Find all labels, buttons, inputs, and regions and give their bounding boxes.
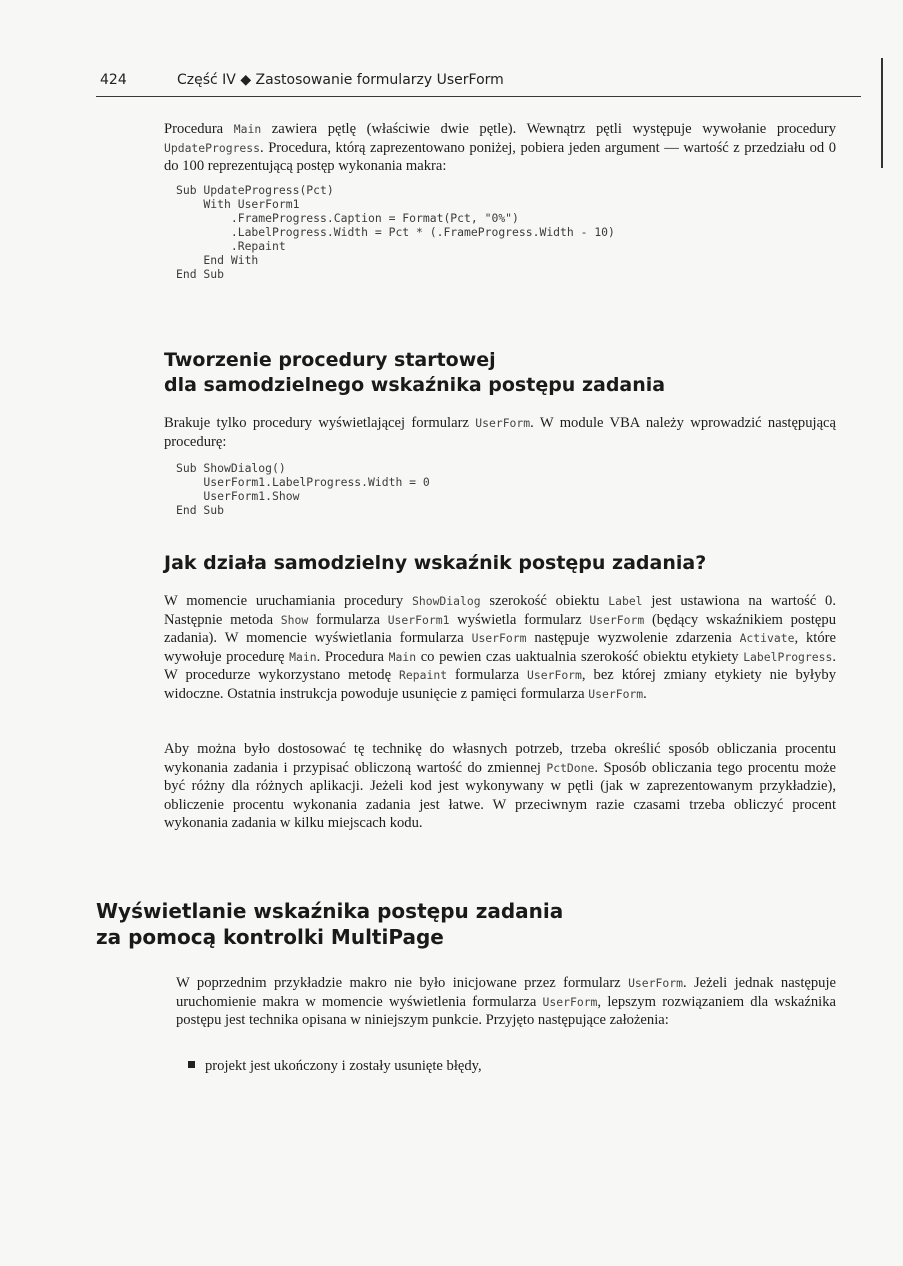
paragraph-intro: Procedura Main zawiera pętlę (właściwie dwie pętle). Wewnątrz pętli występuje wywołanie procedury UpdateProgress. Procedura, którą zaprezentowano poniżej, pobiera jeden argument — wartość z przedziału od 0 do 100 reprezentującą postęp wykonania makra:	[164, 121, 836, 175]
code-show-dialog: Sub ShowDialog() UserForm1.LabelProgress.Width = 0 UserForm1.Show End Sub	[176, 461, 430, 517]
list-item: projekt jest ukończony i zostały usunięte błędy,	[188, 1057, 828, 1076]
section-heading-how-it-works: Jak działa samodzielny wskaźnik postępu zadania?	[164, 552, 707, 574]
margin-bar	[881, 58, 883, 168]
section-heading-multipage: Wyświetlanie wskaźnika postępu zadania za pomocą kontrolki MultiPage	[96, 899, 564, 949]
bullet-square-icon	[188, 1061, 195, 1068]
paragraph-startup: Brakuje tylko procedury wyświetlającej formularz UserForm. W module VBA należy wprowadzić następującą procedurę:	[164, 415, 836, 450]
running-header	[96, 62, 861, 97]
paragraph-adaptation: Aby można było dostosować tę technikę do własnych potrzeb, trzeba określić sposób obliczania procentu wykonania zadania i przypisać obliczoną wartość do zmiennej PctDone. Sposób obliczania tego procentu może być różny dla różnych aplikacji. Jeżeli kod jest wykonywany w pętli (jak w zaprezentowanym przykładzie), obliczenie procentu wykonania zadania jest łatwe. W przeciwnym razie czasami trzeba obliczyć procent wykonania zadania w kilku miejscach kodu.	[164, 741, 837, 832]
running-title: Część IV ◆ Zastosowanie formularzy UserForm	[177, 72, 504, 88]
code-update-progress: Sub UpdateProgress(Pct) With UserForm1 .FrameProgress.Caption = Format(Pct, "0%") .LabelProgress.Width = Pct * (.FrameProgress.Width - 10) .Repaint End With End Sub	[176, 183, 615, 281]
section-heading-startup: Tworzenie procedury startowej dla samodzielnego wskaźnika postępu zadania	[164, 349, 666, 396]
paragraph-multipage: W poprzednim przykładzie makro nie było inicjowane przez formularz UserForm. Jeżeli jednak następuje uruchomienie makra w momencie wyświetlenia formularza UserForm, lepszym rozwiązaniem dla wskaźnika postępu jest technika opisana w niniejszym punkcie. Przyjęto następujące założenia:	[176, 975, 837, 1029]
page-number: 424	[100, 72, 127, 88]
paragraph-how-it-works: W momencie uruchamiania procedury ShowDialog szerokość obiektu Label jest ustawiona na wartość 0. Następnie metoda Show formularza UserForm1 wyświetla formularz UserForm (będący wskaźnikiem postępu zadania). W momencie wyświetlania formularza UserForm następuje wyzwolenie zdarzenia Activate, które wywołuje procedurę Main. Procedura Main co pewien czas uaktualnia szerokość obiektu etykiety LabelProgress. W procedurze wykorzystano metodę Repaint formularza UserForm, bez której zmiany etykiety nie byłyby widoczne. Ostatnia instrukcja powoduje usunięcie z pamięci formularza UserForm.	[164, 593, 837, 702]
